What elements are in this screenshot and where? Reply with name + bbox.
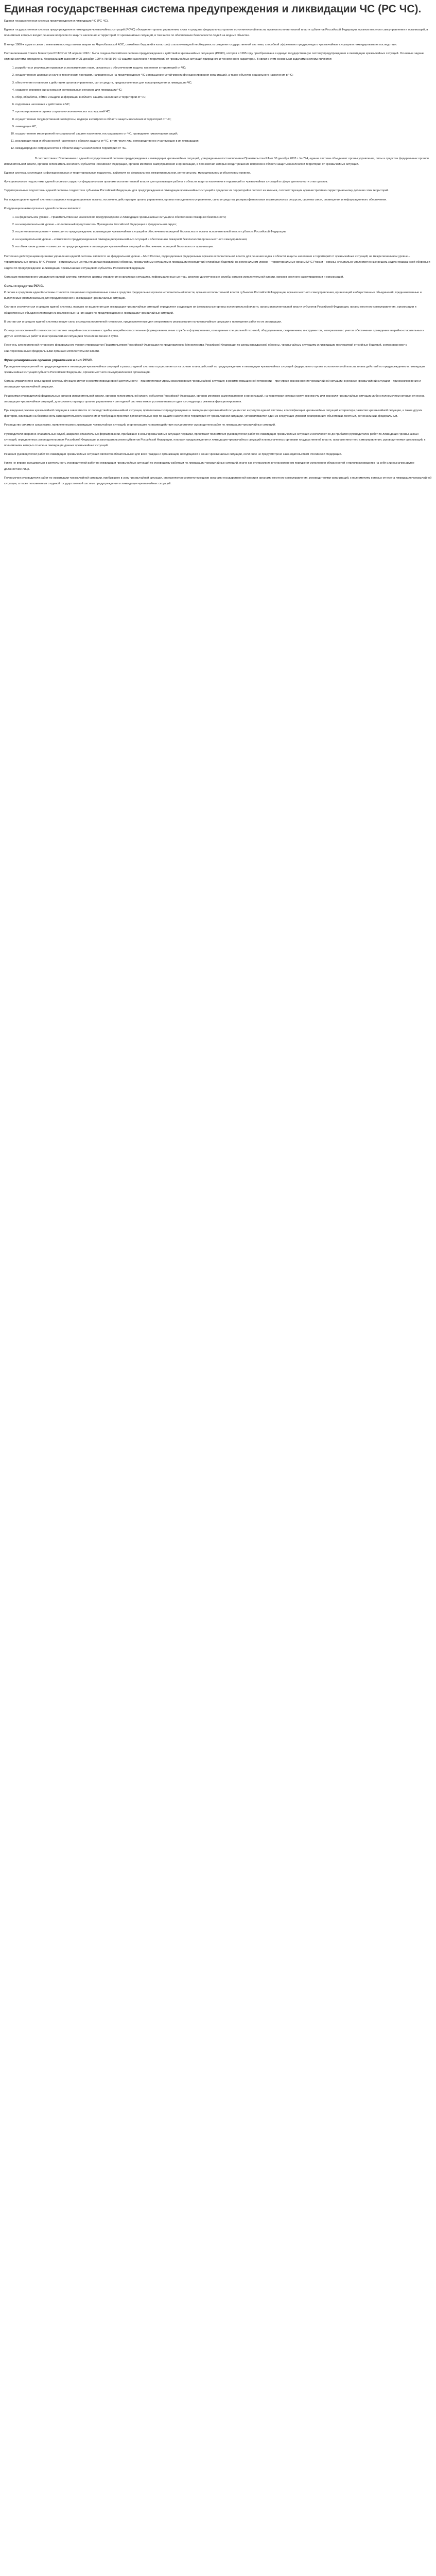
body-paragraph: Постоянно действующими органами управления единой системы являются: на федеральном уровне – МЧС России, подразделения федеральных органов исполнительной власти для решения задач в области защиты населения и территорий от чрезвычайных ситуаций; на межрегиональном уровне – территориальные органы МЧС России – региональные центры по делам гражданской обороны, чрезвычайным ситуациям и ликвидации последствий стихийных бедствий; на региональном уровне – территориальные органы МЧС России – органы, специально уполномоченные решать задачи гражданской обороны и задачи по предупреждению и ликвидации чрезвычайных ситуаций по субъектам Российской Федерации.	[4, 255, 430, 270]
list-item: 1. на федеральном уровне – Правительственная комиссия по предупреждению и ликвидации чрезвычайных ситуаций и обеспечению пожарной безопасности;	[15, 215, 432, 221]
coord-list	[4, 215, 432, 250]
body-paragraph: Органы управления и силы единой системы функционируют в режиме повседневной деятельности – при отсутствии угрозы возникновения чрезвычайной ситуации; в режиме повышенной готовности – при угрозе возникновения чрезвычайной ситуации; в режиме чрезвычайной ситуации – при возникновении и ликвидации чрезвычайной ситуации.	[4, 380, 421, 389]
body-paragraph: Территориальные подсистемы единой системы создаются в субъектах Российской Федерации для предупреждения и ликвидации чрезвычайных ситуаций в пределах их территорий и состоят из звеньев, соответствующих административно-территориальному делению этих территорий.	[4, 189, 389, 193]
intro-paragraph: Единая государственная система предупреждения и ликвидации ЧС (РС ЧС).	[4, 20, 109, 23]
body-paragraph: Органами повседневного управления единой системы являются: центры управления в кризисных ситуациях, информационные центры, дежурно-диспетчерские службы органов исполнительной власти, органов местного самоуправления и организаций.	[4, 275, 344, 279]
body-paragraph: Решения руководителей работ по ликвидации чрезвычайных ситуаций являются обязательными для всех граждан и организаций, находящихся в зонах чрезвычайных ситуаций, если иное не предусмотрено законодательством Российской Федерации.	[4, 453, 342, 456]
list-item: 6. подготовка населения к действиям в ЧС;	[15, 102, 432, 108]
list-item: 4. на муниципальном уровне – комиссия по предупреждению и ликвидации чрезвычайных ситуаций и обеспечению пожарной безопасности органа местного самоуправления;	[15, 237, 432, 243]
body-paragraph: Перечень сил постоянной готовности федерального уровня утверждается Правительством Российской Федерации по представлению Министерства Российской Федерации по делам гражданской обороны, чрезвычайным ситуациям и ликвидации последствий стихийных бедствий, согласованному с заинтересованными федеральными органами исполнительной власти.	[4, 344, 407, 353]
list-item: 5. сбор, обработка, обмен и выдача информации в области защиты населения и территорий от ЧС;	[15, 95, 432, 100]
body-paragraph: На каждом уровне единой системы создаются координационные органы, постоянно действующие органы управления, органы повседневного управления, силы и средства, резервы финансовых и материальных ресурсов, системы связи, оповещения и информационного обеспечения.	[4, 198, 387, 201]
list-item: 5. на объектовом уровне – комиссия по предупреждению и ликвидации чрезвычайных ситуаций и обеспечению пожарной безопасности организации.	[15, 244, 432, 250]
list-item: 2. осуществление целевых и научно-технических программ, направленных на предупреждение ЧС и повышение устойчивости функционирования организаций, а также объектов социального назначения в ЧС;	[15, 73, 432, 78]
body-paragraph: Проведение мероприятий по предупреждению и ликвидации чрезвычайных ситуаций в рамках единой системы осуществляется на основе плана действий по предупреждению и ликвидации чрезвычайных ситуаций федерального органа исполнительной власти, плана действий по предупреждению и ликвидации чрезвычайных ситуаций субъекта Российской Федерации, органов местного самоуправления и организаций.	[4, 365, 426, 374]
list-item: 2. на межрегиональном уровне – полномочный представитель Президента Российской Федерации в федеральном округе;	[15, 222, 432, 228]
body-paragraph: Руководители аварийно-спасательных служб, аварийно-спасательных формирований, прибывшие в зоны чрезвычайных ситуаций первыми, принимают полномочия руководителей работ по ликвидации чрезвычайных ситуаций и исполняют их до прибытия руководителей работ по ликвидации чрезвычайных ситуаций, определенных законодательством Российской Федерации и законодательством субъектов Российской Федерации, планами предупреждения и ликвидации чрезвычайных ситуаций или назначенных органами государственной власти, органами местного самоуправления, руководителями организаций, к полномочиям которых отнесена ликвидация данных чрезвычайных ситуаций.	[4, 432, 426, 447]
intro-paragraph: Единая государственная система предупреждения и ликвидации чрезвычайных ситуаций (РСЧС) объединяет органы управления, силы и средства федеральных органов исполнительной власти, органов исполнительной власти субъектов Российской Федерации, органов местного самоуправления и организаций, в полномочия которых входит решение вопросов по защите населения и территорий от чрезвычайных ситуаций, в том числе по обеспечению безопасности людей на водных объектах.	[4, 28, 428, 38]
body-paragraph: Полномочия руководителя работ по ликвидации чрезвычайной ситуации, прибывшего в зону чрезвычайной ситуации, определяются соответствующими органами государственной власти и органами местного самоуправления, руководителями организаций, к полномочиям которых отнесена ликвидация чрезвычайной ситуации, а также положениями о единой государственной системе предупреждения и ликвидации чрезвычайных ситуаций.	[4, 476, 432, 485]
body-paragraph: Руководство силами и средствами, привлеченными к ликвидации чрезвычайных ситуаций, и организацию их взаимодействия осуществляют руководители работ по ликвидации чрезвычайных ситуаций.	[4, 423, 276, 427]
list-item: 3. на региональном уровне – комиссия по предупреждению и ликвидации чрезвычайных ситуаций и обеспечению пожарной безопасности органа исполнительной власти субъекта Российской Федерации;	[15, 229, 432, 235]
section-heading: Функционирование органов управления и сил РСЧС.	[4, 358, 93, 362]
tasks-list	[4, 65, 432, 151]
intro-paragraph: В конце 1980-х годов в связи с тяжелыми последствиями аварии на Чернобыльской АЭС, стихийных бедствий и катастроф стала очевидной необходимость создания государственной системы, способной эффективно предупреждать чрезвычайные ситуации и ликвидировать их последствия.	[4, 43, 397, 46]
list-item: 9. ликвидация ЧС;	[15, 124, 432, 130]
list-item: 1. разработка и реализация правовых и экономических норм, связанных с обеспечением защиты населения и территорий от ЧС;	[15, 65, 432, 71]
body-paragraph: Функциональные подсистемы единой системы создаются федеральными органами исполнительной власти для организации работы в области защиты населения и территорий от чрезвычайных ситуаций в сфере деятельности этих органов.	[4, 180, 328, 184]
body-paragraph: В соответствии с Положением о единой государственной системе предупреждения и ликвидации чрезвычайных ситуаций, утвержденным постановлением Правительства РФ от 30 декабря 2003 г. № 794, единая система объединяет органы управления, силы и средства федеральных органов исполнительной власти, органов исполнительной власти субъектов Российской Федерации, органов местного самоуправления и организаций, в полномочия которых входит решение вопросов в области защиты населения и территорий от чрезвычайных ситуаций.	[4, 157, 429, 166]
list-item: 7. прогнозирование и оценка социально-экономических последствий ЧС;	[15, 109, 432, 115]
list-item: 8. осуществление государственной экспертизы, надзора и контроля в области защиты населения и территорий от ЧС;	[15, 117, 432, 123]
intro-paragraph: Постановлением Совета Министров РСФСР от 18 апреля 1992 г. была создана Российская система предупреждения и действий в чрезвычайных ситуациях (РСЧС), которая в 1995 году преобразована в единую государственную систему предупреждения и ликвидации чрезвычайных ситуаций. Основные задачи единой системы определены Федеральным законом от 21 декабря 1994 г. № 68-ФЗ «О защите населения и территорий от чрезвычайных ситуаций природного и техногенного характера». В связи с этим основными задачами системы являются:	[4, 52, 424, 61]
body-paragraph: Основу сил постоянной готовности составляют аварийно-спасательные службы, аварийно-спасательные формирования, иные службы и формирования, оснащенные специальной техникой, оборудованием, снаряжением, инструментом, материалами с учетом обеспечения проведения аварийно-спасательных и других неотложных работ в зоне чрезвычайной ситуации в течение не менее 3 суток.	[4, 329, 425, 338]
body-paragraph: Решениями руководителей федеральных органов исполнительной власти, органов исполнительной власти субъектов Российской Федерации, органов местного самоуправления и организаций, на территории которых могут возникнуть или возникли чрезвычайные ситуации либо к полномочиям которых отнесена ликвидация чрезвычайных ситуаций, для соответствующих органов управления и сил единой системы может устанавливаться один из следующих режимов функционирования.	[4, 394, 425, 403]
list-item: 10. осуществление мероприятий по социальной защите населения, пострадавшего от ЧС, проведение гуманитарных акций;	[15, 131, 432, 137]
body-paragraph: При введении режима чрезвычайной ситуации в зависимости от последствий чрезвычайной ситуации, привлекаемых к предупреждению и ликвидации чрезвычайной ситуации сил и средств единой системы, классификации чрезвычайных ситуаций и характера развития чрезвычайной ситуации, а также других факторов, влияющих на безопасность жизнедеятельности населения и требующих принятия дополнительных мер по защите населения и территорий от чрезвычайной ситуации, устанавливается один из следующих уровней реагирования: объектовый, местный, региональный, федеральный.	[4, 409, 422, 418]
section-heading: Координационными органами единой системы являются:	[4, 207, 81, 210]
list-item: 4. создание резервов финансовых и материальных ресурсов для ликвидации ЧС;	[15, 88, 432, 93]
body-paragraph: Единая система, состоящая из функциональных и территориальных подсистем, действует на федеральном, межрегиональном, региональном, муниципальном и объектовом уровнях.	[4, 172, 251, 175]
body-paragraph: Состав и структуру сил и средств единой системы, порядок их выделения для ликвидации чрезвычайных ситуаций определяют создающие их федеральные органы исполнительной власти, органы исполнительной власти субъектов Российской Федерации, органы местного самоуправления, организации и общественные объединения исходя из возложенных на них задач по предупреждению и ликвидации чрезвычайных ситуаций.	[4, 306, 416, 315]
list-item: 12. международное сотрудничество в области защиты населения и территорий от ЧС.	[15, 146, 432, 151]
list-item: 3. обеспечение готовности к действиям органов управления, сил и средств, предназначенных для предупреждения и ликвидации ЧС;	[15, 80, 432, 86]
body-paragraph: Никто не вправе вмешиваться в деятельность руководителей работ по ликвидации чрезвычайных ситуаций по руководству работами по ликвидации чрезвычайных ситуаций, иначе как отстранив их в установленном порядке от исполнения обязанностей и приняв руководство на себя или назначив другое должностное лицо.	[4, 462, 414, 471]
body-paragraph: К силам и средствам единой системы относятся специально подготовленные силы и средства федеральных органов исполнительной власти, органов исполнительной власти субъектов Российской Федерации, органов местного самоуправления, организаций и общественных объединений, предназначенные и выделяемые (привлекаемые) для предупреждения и ликвидации чрезвычайных ситуаций.	[4, 291, 422, 300]
section-heading: Силы и средства РСЧС.	[4, 284, 44, 288]
document-page	[0, 0, 436, 487]
list-item: 11. реализация прав и обязанностей населения в области защиты от ЧС, в том числе лиц, непосредственно участвующих в их ликвидации;	[15, 139, 432, 144]
body-paragraph: В состав сил и средств единой системы входят силы и средства постоянной готовности, предназначенные для оперативного реагирования на чрезвычайные ситуации и проведения работ по их ликвидации.	[4, 320, 282, 324]
page-title: Единая государственная система предупреждения и ликвидации ЧС (РС ЧС).	[4, 3, 422, 15]
